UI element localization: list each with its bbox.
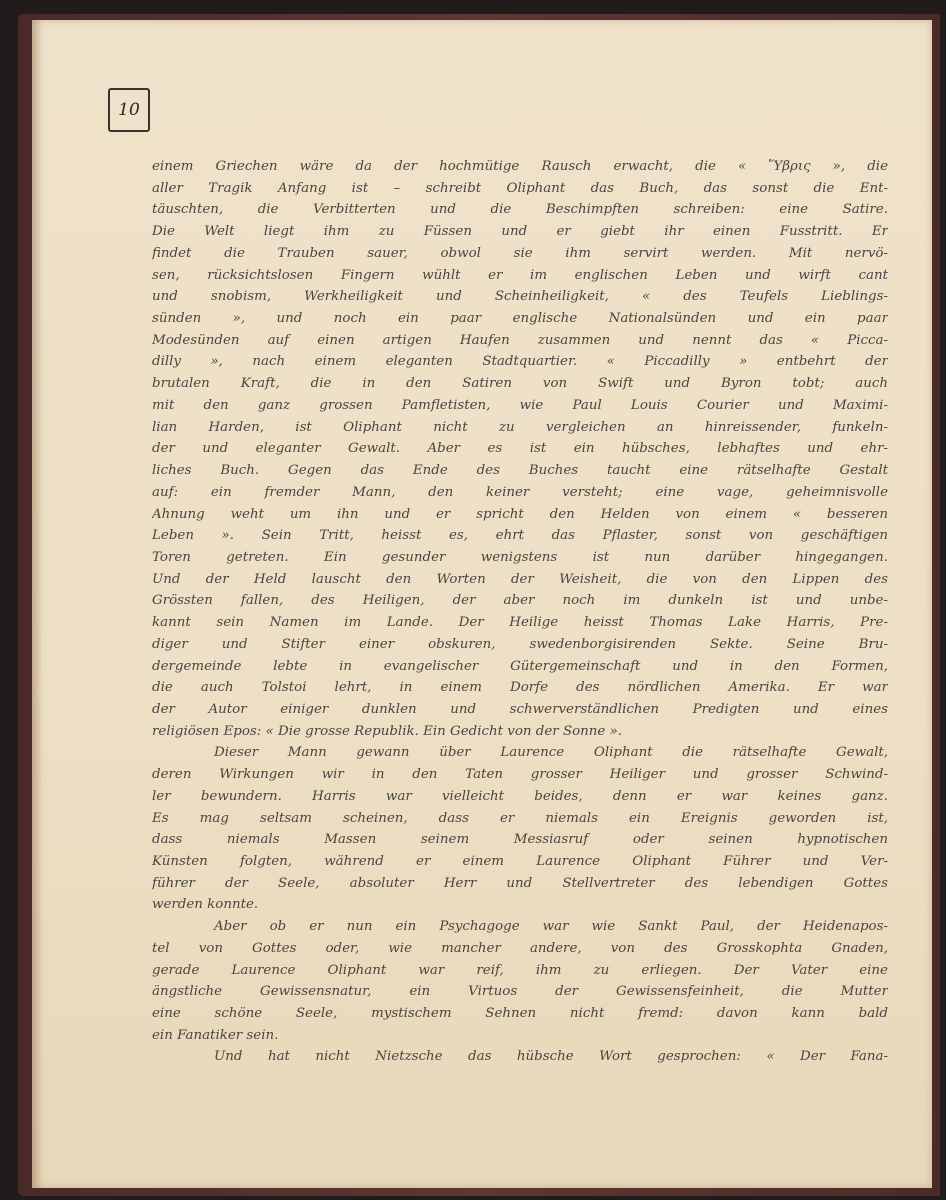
text-line: Toren getreten. Ein gesunder wenigstens ist nun darüber hingegangen. [152,549,888,565]
text-line: Künsten folgten, während er einem Laurence Oliphant Führer und Ver- [152,854,888,869]
text-line: gerade Laurence Oliphant war reif, ihm zu erliegen. Der Vater eine [152,962,888,978]
text-line: einem Griechen wäre da der hochmütige Rausch erwacht, die « Ὕβρις », die [152,159,888,174]
text-line: dergemeinde lebte in evangelischer Gütergemeinschaft und in den Formen, [152,658,888,674]
text-line: Die Welt liegt ihm zu Füssen und er giebt ihr einen Fusstritt. Er [152,224,888,240]
text-line: mit den ganz grossen Pamfletisten, wie Paul Louis Courier und Maximi- [152,397,888,413]
text-line: der Autor einiger dunklen und schwerverständlichen Predigten und eines [152,701,888,717]
text-line: lian Harden, ist Oliphant nicht zu vergleichen an hinreissender, funkeln- [152,419,888,435]
text-line: ängstliche Gewissensnatur, ein Virtuos der Gewissensfeinheit, die Mutter [152,984,888,1000]
text-line: auf: ein fremder Mann, den keiner versteht; eine vage, geheimnisvolle [152,484,888,500]
text-line: sen, rücksichtslosen Fingern wühlt er im englischen Leben und wirft cant [152,267,888,283]
text-line: Ahnung weht um ihn und er spricht den Helden von einem « besseren [152,506,888,522]
text-line: ler bewundern. Harris war vielleicht beides, denn er war keines ganz. [152,788,888,804]
text-line: eine schöne Seele, mystischem Sehnen nicht fremd: davon kann bald [152,1006,888,1022]
text-line: werden konnte. [152,897,259,913]
manuscript-page [32,20,932,1188]
text-line: religiösen Epos: « Die grosse Republik. Ein Gedicht von der Sonne ». [152,723,623,739]
text-line: täuschten, die Verbitterten und die Beschimpften schreiben: eine Satire. [152,202,888,218]
text-line: brutalen Kraft, die in den Satiren von Swift und Byron tobt; auch [152,376,888,392]
text-line: kannt sein Namen im Lande. Der Heilige heisst Thomas Lake Harris, Pre- [152,615,888,631]
text-line: diger und Stifter einer obskuren, swedenborgisirenden Sekte. Seine Bru- [152,636,888,652]
text-line: und snobism, Werkheiligkeit und Scheinheiligkeit, « des Teufels Lieblings- [152,289,888,305]
text-line: findet die Trauben sauer, obwol sie ihm servirt werden. Mit nervö- [152,245,888,261]
text-line: Und hat nicht Nietzsche das hübsche Wort gesprochen: « Der Fana- [214,1049,888,1065]
page-number-box: 10 [108,88,150,132]
text-line: die auch Tolstoi lehrt, in einem Dorfe des nördlichen Amerika. Er war [152,680,888,696]
text-line: aller Tragik Anfang ist – schreibt Oliphant das Buch, das sonst die Ent- [152,180,888,196]
text-line: dilly », nach einem eleganten Stadtquartier. « Piccadilly » entbehrt der [152,354,888,370]
text-line: liches Buch. Gegen das Ende des Buches taucht eine rätselhafte Gestalt [152,463,888,479]
text-line: der und eleganter Gewalt. Aber es ist ein hübsches, lebhaftes und ehr- [152,441,888,457]
text-line: Leben ». Sein Tritt, heisst es, ehrt das Pflaster, sonst von geschäftigen [152,528,888,544]
text-line: Aber ob er nun ein Psychagoge war wie Sankt Paul, der Heidenapos- [214,919,888,935]
text-line: Dieser Mann gewann über Laurence Oliphant die rätselhafte Gewalt, [214,745,888,761]
handwritten-text-block [152,156,888,1068]
text-line: Modesünden auf einen artigen Haufen zusammen und nennt das « Picca- [152,332,888,348]
text-line: führer der Seele, absoluter Herr und Stellvertreter des lebendigen Gottes [152,875,888,891]
text-line: dass niemals Massen seinem Messiasruf oder seinen hypnotischen [152,832,888,848]
text-line: Grössten fallen, des Heiligen, der aber noch im dunkeln ist und unbe- [152,593,888,609]
text-line: ein Fanatiker sein. [152,1027,279,1043]
text-line: tel von Gottes oder, wie mancher andere, von des Grosskophta Gnaden, [152,940,888,956]
page-binding-shadow [32,20,42,1188]
text-line: Und der Held lauscht den Worten der Weisheit, die von den Lippen des [152,571,888,587]
text-line: Es mag seltsam scheinen, dass er niemals ein Ereignis geworden ist, [152,810,888,826]
text-line: deren Wirkungen wir in den Taten grosser Heiliger und grosser Schwind- [152,767,888,783]
text-line: sünden », und noch ein paar englische Nationalsünden und ein paar [152,311,888,327]
